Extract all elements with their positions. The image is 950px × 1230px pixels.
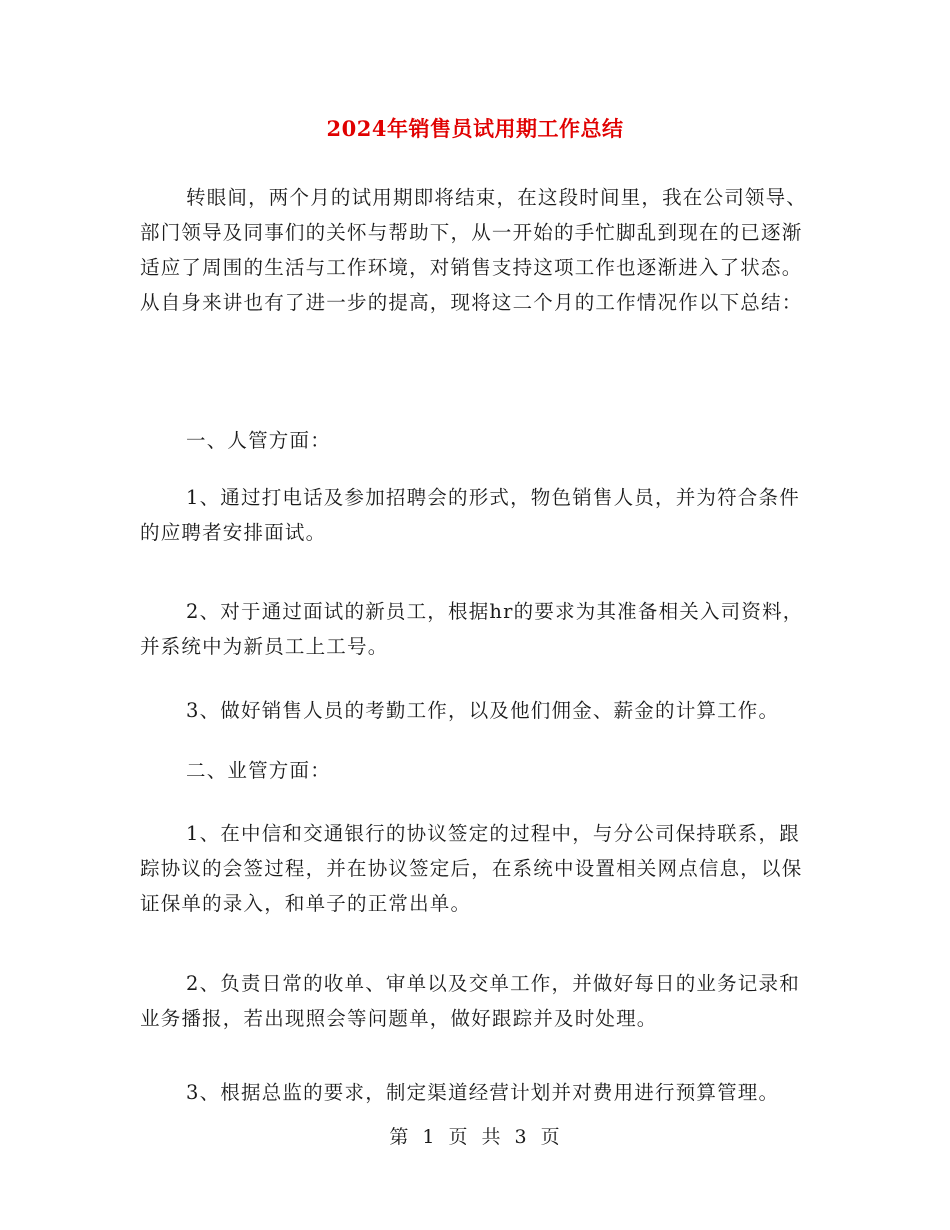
business-item-3: 3、根据总监的要求，制定渠道经营计划并对费用进行预算管理。	[186, 1081, 780, 1104]
document-title: 2024年销售员试用期工作总结	[326, 116, 624, 141]
personnel-item-3: 3、做好销售人员的考勤工作，以及他们佣金、薪金的计算工作。	[186, 699, 780, 722]
business-item-2: 2、负责日常的收单、审单以及交单工作，并做好每日的业务记录和业务播报，若出现照会等问题单，做好跟踪并及时处理。	[140, 972, 800, 1030]
intro-paragraph: 转眼间，两个月的试用期即将结束，在这段时间里，我在公司领导、部门领导及同事们的关怀与帮助下，从一开始的手忙脚乱到现在的已逐渐适应了周围的生活与工作环境，对销售支持这项工作也逐渐进入了状态。从自身来讲也有了进一步的提高，现将这二个月的工作情况作以下总结：	[140, 186, 808, 314]
page-footer: 第 1 页 共 3 页	[389, 1126, 561, 1148]
section-heading-business: 二、业管方面：	[186, 759, 331, 782]
business-item-1: 1、在中信和交通银行的协议签定的过程中，与分公司保持联系，跟踪协议的会签过程，并在协议签定后，在系统中设置相关网点信息，以保证保单的录入，和单子的正常出单。	[140, 822, 803, 915]
personnel-item-1: 1、通过打电话及参加招聘会的形式，物色销售人员，并为符合条件的应聘者安排面试。	[140, 486, 800, 544]
personnel-item-2: 2、对于通过面试的新员工，根据hr的要求为其准备相关入司资料，并系统中为新员工上工号。	[140, 600, 804, 658]
section-heading-personnel: 一、人管方面：	[186, 429, 331, 452]
